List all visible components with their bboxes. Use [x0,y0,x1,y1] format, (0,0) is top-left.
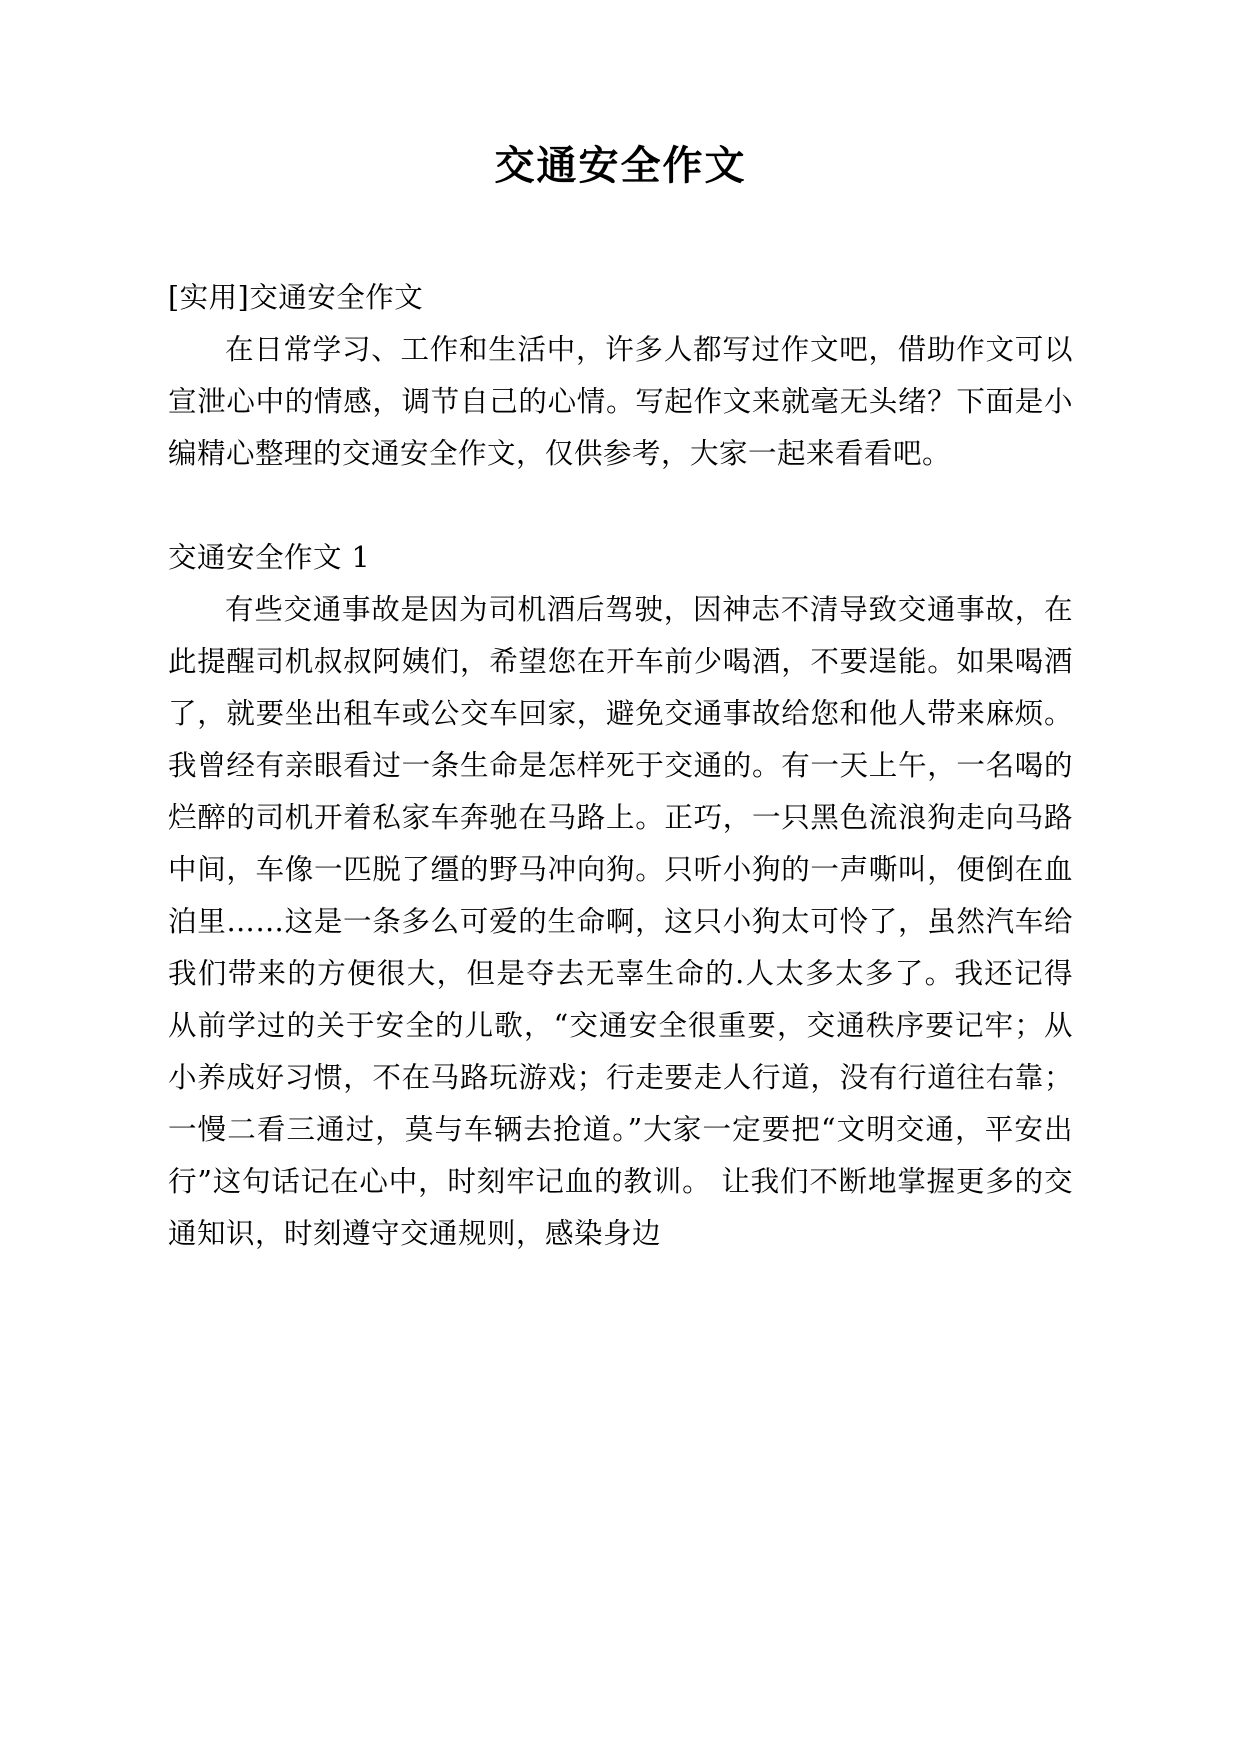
paragraph-intro: 在日常学习、工作和生活中，许多人都写过作文吧，借助作文可以宣泄心中的情感，调节自己的心情。写起作文来就毫无头绪？下面是小编精心整理的交通安全作文，仅供参考，大家一起来看看吧。 [168,333,1073,470]
paragraph-subtitle: [实用]交通安全作文 [168,281,424,314]
paragraph-spacer [168,480,1073,532]
page-title: 交通安全作文 [494,143,747,189]
section-1-body: 有些交通事故是因为司机酒后驾驶，因神志不清导致交通事故，在此提醒司机叔叔阿姨们，希望您在开车前少喝酒，不要逞能。如果喝酒了，就要坐出租车或公交车回家，避免交通事故给您和他人带来麻烦。 我曾经有亲眼看过一条生命是怎样死于交通的。有一天上午，一名喝的烂醉的司机开着私家车奔驰在马路上。正巧，一只黑色流浪狗走向马路中间，车像一匹脱了缰的野马冲向狗。只听小狗的一声嘶叫，便倒在血泊里……这是一条多么可爱的生命啊，这只小狗太可怜了，虽然汽车给我们带来的方便很大，但是夺去无辜生命的.人太多太多了。我还记得从前学过的关于安全的儿歌，“交通安全很重要，交通秩序要记牢；从小养成好习惯，不在马路玩游戏；行走要走人行道，没有行道往右靠；一慢二看三通过，莫与车辆去抢道。”大家一定要把“文明交通，平安出行”这句话记在心中，时刻牢记血的教训。 让我们不断地掌握更多的交通知识，时刻遵守交通规则，感染身边 [168,593,1073,1250]
section-1-heading: 交通安全作文 1 [168,541,371,574]
document-body [168,272,1073,1260]
